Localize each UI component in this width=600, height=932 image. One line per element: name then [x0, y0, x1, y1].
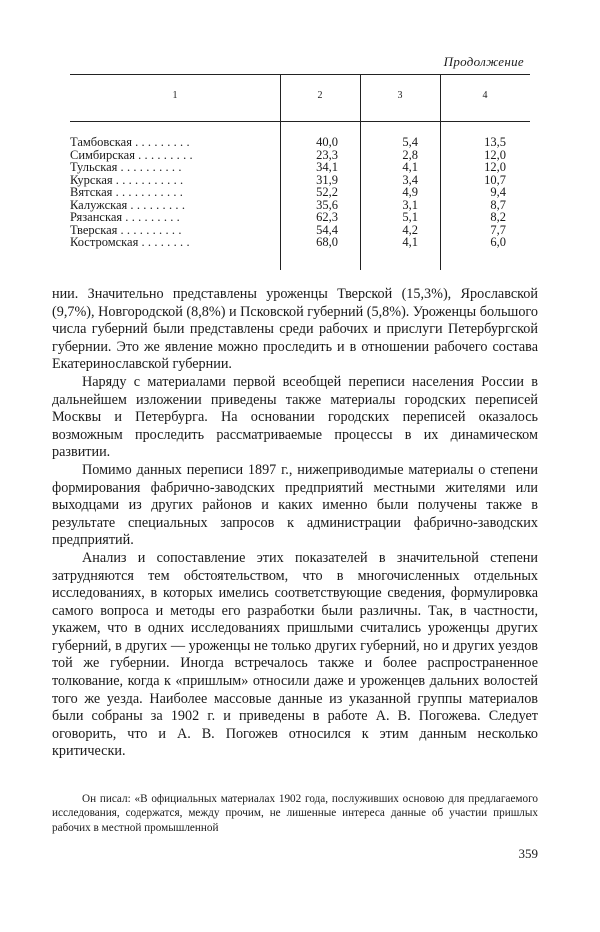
table-top-rule [70, 74, 530, 75]
leader-dots: .......... [120, 222, 185, 237]
cell-col2: 23,3 [316, 147, 338, 162]
cell-col4: 8,7 [490, 197, 506, 212]
table-header-rule [70, 121, 530, 122]
leader-dots: ........... [115, 185, 187, 199]
cell-col3: 4,1 [402, 235, 418, 249]
page-number: 359 [518, 846, 538, 861]
paragraph: нии. Значительно представлены уроженцы Тверской (15,3%), Ярославской (9,7%), Новгородской (8,8%) и Псковской губерний (5,8%). Уроженцы большого числа губерний были представлены среди рабочих и прислуги Петербургской губернии. Это же явление можно проследить и в отношении рабочего состава Екатеринославской губернии. [52, 286, 538, 373]
col-header-2: 2 [317, 90, 323, 101]
cell-col3: 5,4 [402, 135, 418, 149]
leader-dots: ........... [115, 172, 187, 187]
row-name: Курская [70, 172, 113, 187]
table-row [70, 236, 530, 249]
cell-col3: 4,1 [402, 160, 418, 174]
col-header-1: 1 [172, 90, 178, 101]
leader-dots: ......... [125, 210, 184, 224]
col-header-3: 3 [397, 90, 403, 101]
leader-dots: ......... [138, 147, 196, 162]
leader-dots: ........ [141, 235, 193, 249]
main-text [52, 286, 538, 761]
leader-dots: ......... [135, 135, 193, 149]
cell-col3: 4,2 [402, 222, 418, 237]
leader-dots: ......... [130, 197, 189, 212]
cell-col4: 7,7 [490, 222, 506, 237]
cell-col4: 12,0 [484, 147, 506, 162]
row-name: Тамбовская [70, 135, 132, 149]
cell-col4: 13,5 [484, 135, 506, 149]
paragraph: Наряду с материалами первой всеобщей переписи населения России в дальнейшем изложении приведены также материалы городских переписей Москвы и Петербурга. На основании городских переписей оказалось возможным проследить рассматриваемые процессы в их динамическом развитии. [52, 373, 538, 461]
cell-col4: 9,4 [490, 185, 506, 199]
cell-col3: 3,4 [402, 172, 418, 187]
paragraph: Помимо данных переписи 1897 г., нижеприводимые материалы о степени формирования фабрично-заводских предприятий местными жителями или выходцами из других районов и каких именно были получены также в результате специальных запросов к администрации фабрично-заводских предприятий. [52, 461, 538, 549]
cell-col4: 6,0 [490, 235, 506, 249]
row-name: Калужская [70, 197, 128, 212]
cell-col3: 4,9 [402, 185, 418, 199]
row-name: Вятская [70, 185, 113, 199]
continuation-label: Продолжение [443, 54, 524, 69]
cell-col2: 68,0 [316, 235, 338, 249]
row-name: Тульская [70, 160, 118, 174]
cell-col4: 10,7 [484, 172, 506, 187]
row-name: Рязанская [70, 210, 123, 224]
cell-col3: 5,1 [402, 210, 418, 224]
cell-col2: 31,9 [316, 172, 338, 187]
row-name: Симбирская [70, 147, 135, 162]
cell-col4: 12,0 [484, 160, 506, 174]
cell-col3: 2,8 [402, 147, 418, 162]
col-header-4: 4 [482, 90, 488, 101]
cell-col2: 34,1 [316, 160, 338, 174]
row-name: Тверская [70, 222, 118, 237]
cell-col2: 40,0 [316, 135, 338, 149]
cell-col2: 54,4 [316, 222, 338, 237]
data-table [70, 74, 530, 270]
leader-dots: .......... [120, 160, 185, 174]
cell-col2: 52,2 [316, 185, 338, 199]
paragraph: Анализ и сопоставление этих показателей в значительной степени затрудняются тем обстоятельством, что в многочисленных отдельных исследованиях, в которых имелись соответствующие сведения, формулировка самого вопроса и методы его разработки были различны. Так, в частности, укажем, что в одних исследованиях пришлыми считались уроженцы других губерний, в других — уроженцы не только других губерний, но и других уездов той же губернии. Иногда встречалось также и более распространенное толкование, когда к «пришлым» относили даже и уроженцев дальних волостей того же уезда. Наиболее массовые данные из указанной группы материалов были собраны за 1902 г. и приведены в работе А. В. Погожева. Следует оговорить, что и А. В. Погожев относился к этим данным несколько критически. [52, 549, 538, 760]
table-body [70, 136, 530, 249]
cell-col3: 3,1 [402, 197, 418, 212]
footnote: Он писал: «В официальных материалах 1902 года, послуживших основою для предлагаемого исследования, содержатся, между прочим, не лишенные интереса данные об участии пришлых рабочих в местной промышленной [52, 793, 538, 834]
cell-col4: 8,2 [490, 210, 506, 224]
cell-col2: 35,6 [316, 197, 338, 212]
row-name: Костромская [70, 235, 139, 249]
cell-col2: 62,3 [316, 210, 338, 224]
